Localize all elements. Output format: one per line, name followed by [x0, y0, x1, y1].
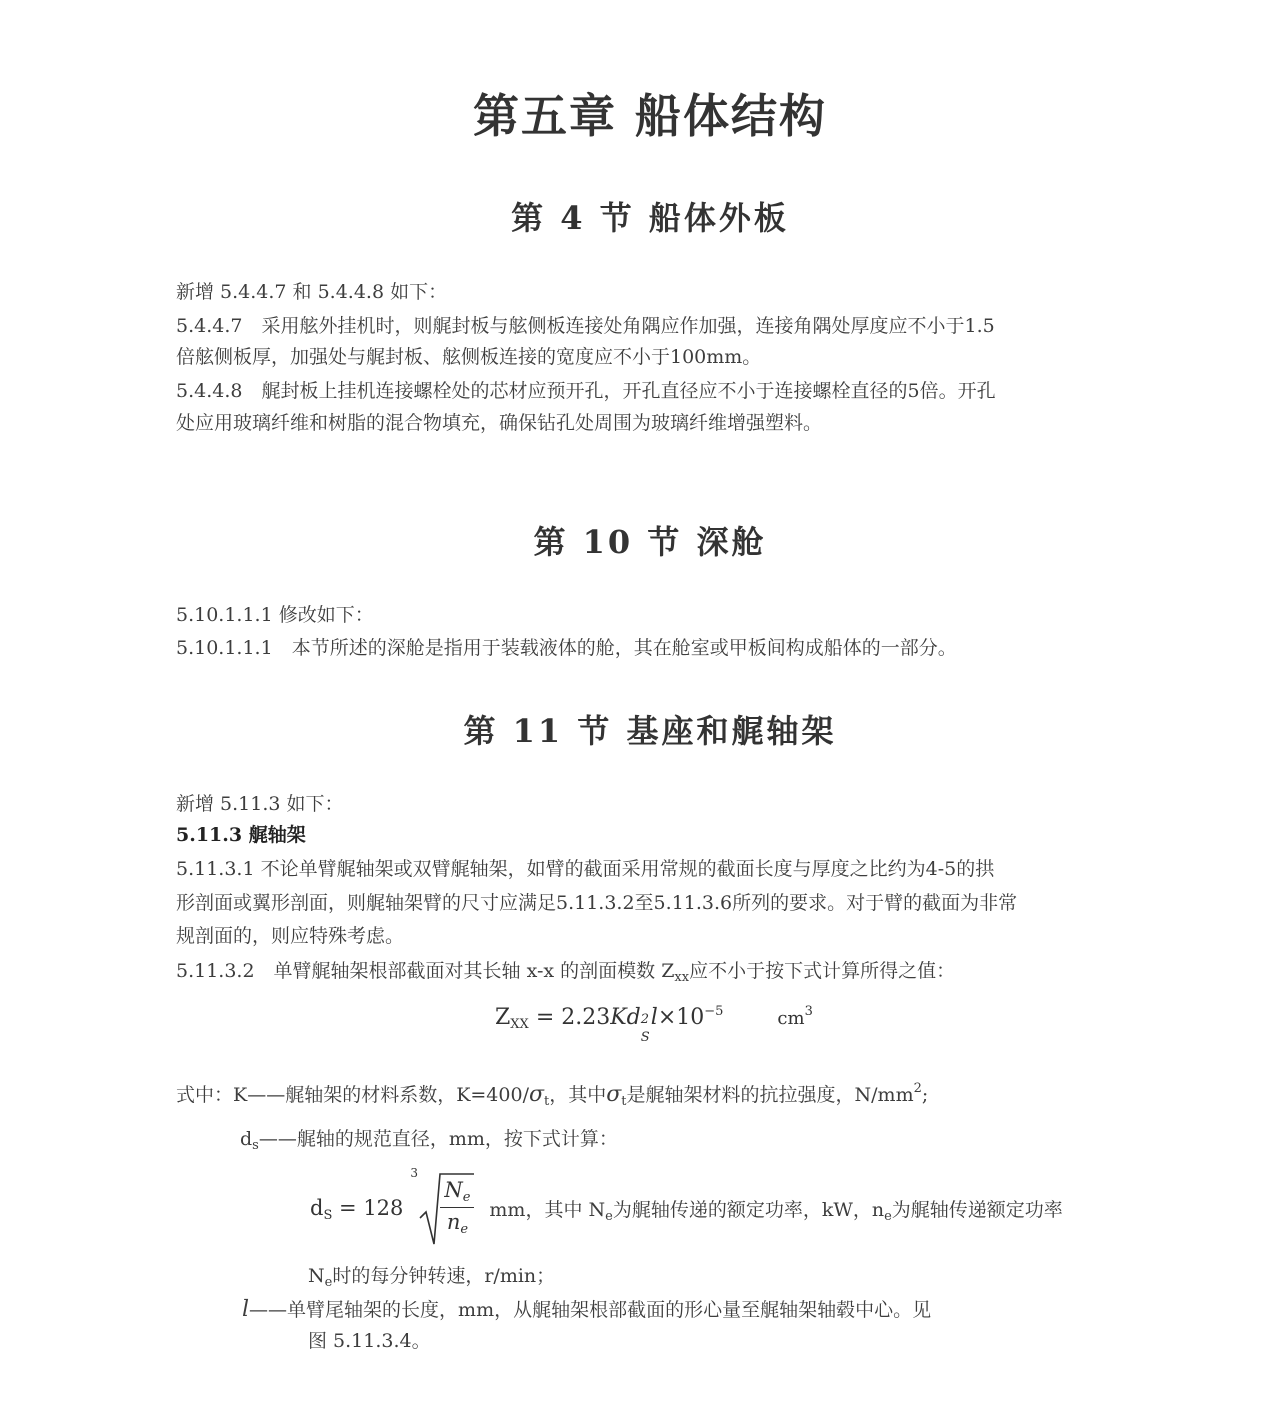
formula-ds: $d_S = 128$ 3 $\frac{N_e}{n_e}$ mm，其中 $N_e$为艉轴传递的额定功率，kW，$n_e$为艉轴传递额定功率 — [310, 1170, 1063, 1248]
para-51132: 5.11.3.2 单臂艉轴架根部截面对其长轴 x-x 的剖面模数 $Z_{xx}$应不小于按下式计算所得之值： — [176, 960, 956, 985]
para-51131-line3: 规剖面的，则应特殊考虑。 — [176, 925, 405, 947]
para-5447-line2: 倍舷侧板厚，加强处与艉封板、舷侧板连接的宽度应不小于100mm。 — [176, 346, 762, 368]
para-5101111: 5.10.1.1.1 本节所述的深舱是指用于装载液体的舱，其在舱室或甲板间构成船体的一部分。 — [176, 637, 957, 659]
section-11-intro: 新增 5.11.3 如下： — [176, 793, 344, 815]
ds-definition: $d_s——$艉轴的规范直径，mm，按下式计算： — [240, 1128, 618, 1153]
ne-rpm-line: $N_e$时的每分钟转速，r/min； — [308, 1265, 556, 1290]
chapter-title: 第五章 船体结构 — [472, 89, 827, 143]
section-4-title: 第 4 节 船体外板 — [511, 199, 789, 237]
section-11-title: 第 11 节 基座和艉轴架 — [463, 712, 837, 750]
heading-5113: 5.11.3 艉轴架 — [176, 824, 306, 846]
para-51131-line2: 形剖面或翼形剖面，则艉轴架臂的尺寸应满足5.11.3.2至5.11.3.6所列的要求。对于臂的截面为非常 — [176, 892, 1018, 914]
cube-root-sign: 3 $\frac{N_e}{n_e}$ — [418, 1170, 474, 1248]
para-51131-line1: 5.11.3.1 不论单臂艉轴架或双臂艉轴架，如臂的截面采用常规的截面长度与厚度之比约为4-5的拱 — [176, 858, 995, 880]
para-5448-line1: 5.4.4.8 艉封板上挂机连接螺栓处的芯材应预开孔，开孔直径应不小于连接螺栓直径的5倍。开孔 — [176, 380, 996, 402]
section-4-intro: 新增 5.4.4.7 和 5.4.4.8 如下： — [176, 281, 448, 303]
para-5447-line1: 5.4.4.7 采用舷外挂机时，则艉封板与舷侧板连接处角隅应作加强，连接角隅处厚度应不小于1.5 — [176, 315, 995, 337]
l-definition-line2: 图 5.11.3.4。 — [308, 1330, 431, 1352]
formula-where-k: 式中：K——艉轴架的材料系数，$K=400/\sigma_t$，其中$\sigma_t$是艉轴架材料的抗拉强度，$N/mm^2$; — [176, 1081, 929, 1109]
l-definition: l——单臂尾轴架的长度，mm，从艉轴架根部截面的形心量至艉轴架轴毂中心。见 — [242, 1297, 932, 1322]
fraction-ne-over-ne: $\frac{N_e}{n_e}$ — [440, 1178, 474, 1237]
section-10-intro: 5.10.1.1.1 修改如下： — [176, 604, 374, 626]
para-5448-line2: 处应用玻璃纤维和树脂的混合物填充，确保钻孔处周围为玻璃纤维增强塑料。 — [176, 412, 823, 434]
section-10-title: 第 10 节 深舱 — [533, 523, 767, 561]
formula-zxx: $Z_{XX} = 2.23Kd$ 2 S $l\times 10^{-5}$ $cm^3$ — [495, 1004, 813, 1045]
